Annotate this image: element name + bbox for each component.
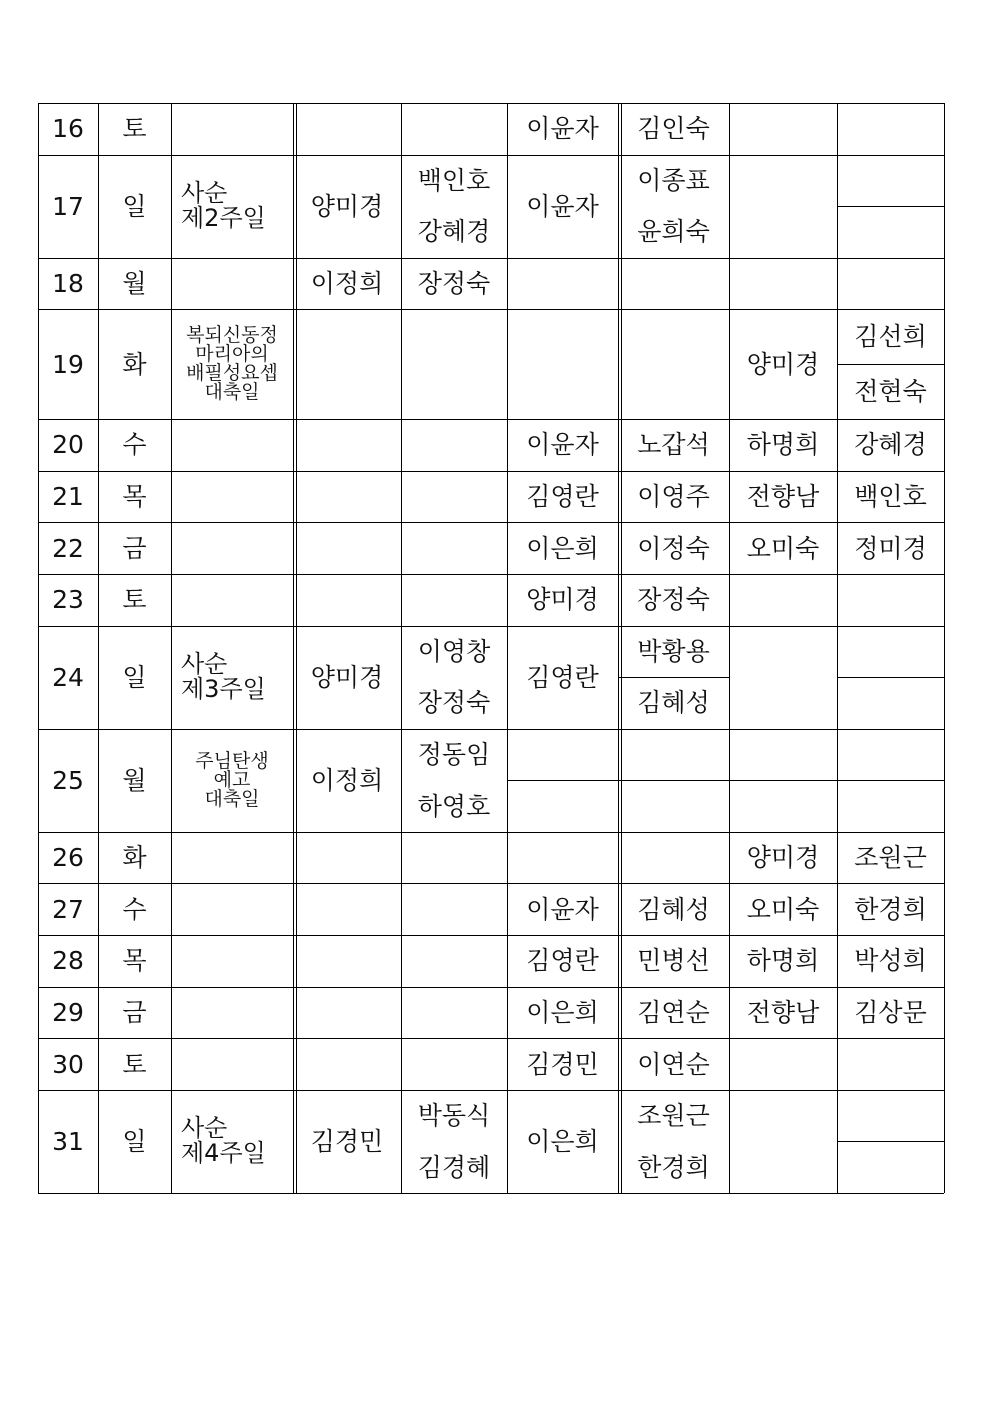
weekday: 목 <box>122 946 147 976</box>
weekday: 토 <box>122 585 147 615</box>
assignee-c: 이윤자 <box>526 191 599 221</box>
weekday: 월 <box>122 765 147 795</box>
assignee-e: 오미숙 <box>746 533 820 563</box>
assignee-f: 정미경 <box>854 533 927 563</box>
row-rule <box>837 364 944 365</box>
weekday: 일 <box>122 191 147 221</box>
assignee-f <box>837 103 944 155</box>
assignee-c: 이은희 <box>526 997 599 1027</box>
assignee-a <box>293 574 401 626</box>
column-rule <box>944 103 945 1193</box>
column-rule <box>171 103 172 1193</box>
event-name: 사순 제4주일 <box>181 1114 266 1168</box>
assignee-a: 양미경 <box>310 191 384 221</box>
assignee-e <box>729 780 837 832</box>
row-rule <box>38 1193 944 1194</box>
assignee-c: 양미경 <box>526 585 599 615</box>
assignee-f <box>837 155 944 207</box>
assignee-d: 김혜성 <box>637 894 710 924</box>
event-name <box>171 103 293 155</box>
assignee-b: 백인호 <box>417 165 491 195</box>
row-rule <box>837 206 944 207</box>
assignee-b: 장정숙 <box>417 269 491 299</box>
column-rule <box>729 103 730 1193</box>
weekday: 토 <box>122 114 147 144</box>
assignee-a: 이정희 <box>310 269 384 299</box>
assignee-f: 한경희 <box>854 894 927 924</box>
weekday: 월 <box>122 269 147 299</box>
event-name: 복되신동정 마리아의 배필성요셉 대축일 <box>186 324 278 404</box>
assignee-f <box>837 780 944 832</box>
row-rule <box>618 780 729 781</box>
assignee-c: 이윤자 <box>526 430 599 460</box>
event-name <box>171 883 293 935</box>
assignee-c: 김영란 <box>526 946 599 976</box>
weekday: 목 <box>122 482 147 512</box>
assignee-f: 김선희 <box>854 322 927 352</box>
event-name <box>171 258 293 310</box>
assignee-b <box>401 935 507 987</box>
weekday: 수 <box>122 894 147 924</box>
assignee-e <box>729 574 837 626</box>
event-name <box>171 471 293 523</box>
assignee-a <box>293 883 401 935</box>
assignee-a <box>293 309 401 419</box>
assignee-b: 정동임 <box>417 739 491 769</box>
assignee-c <box>507 309 618 419</box>
assignee-d: 김인숙 <box>637 114 710 144</box>
assignee-f: 박성희 <box>854 946 927 976</box>
weekday: 일 <box>122 662 147 692</box>
assignee-e: 양미경 <box>746 349 820 379</box>
day-number: 24 <box>52 662 84 692</box>
assignee-b: 장정숙 <box>417 688 491 718</box>
assignee-a <box>293 103 401 155</box>
row-rule <box>729 780 837 781</box>
assignee-e: 하명희 <box>746 430 820 460</box>
column-rule <box>401 103 402 1193</box>
assignee-c: 이윤자 <box>526 894 599 924</box>
assignee-e <box>729 1038 837 1090</box>
assignee-f <box>837 729 944 781</box>
assignee-f <box>837 677 944 729</box>
schedule-table <box>38 103 944 1193</box>
column-rule <box>507 103 508 1193</box>
assignee-b <box>401 832 507 884</box>
weekday: 토 <box>122 1049 147 1079</box>
day-number: 22 <box>52 533 84 563</box>
assignee-d: 한경희 <box>637 1152 710 1182</box>
assignee-b: 강혜경 <box>417 217 491 247</box>
assignee-c: 김영란 <box>526 662 599 692</box>
assignee-d: 김혜성 <box>637 688 710 718</box>
assignee-c: 김경민 <box>526 1049 599 1079</box>
assignee-b <box>401 883 507 935</box>
assignee-f <box>837 1141 944 1193</box>
assignee-d: 노갑석 <box>637 430 710 460</box>
assignee-b <box>401 103 507 155</box>
day-number: 25 <box>52 765 84 795</box>
assignee-b <box>401 419 507 471</box>
assignee-c <box>507 832 618 884</box>
assignee-e <box>729 626 837 729</box>
day-number: 30 <box>52 1049 84 1079</box>
assignee-d: 윤희숙 <box>637 217 710 247</box>
assignee-d: 이정숙 <box>637 533 710 563</box>
assignee-b <box>401 522 507 574</box>
day-number: 17 <box>52 191 84 221</box>
assignee-f <box>837 1090 944 1142</box>
row-rule <box>837 1141 944 1142</box>
assignee-b: 하영호 <box>417 791 491 821</box>
assignee-d: 이영주 <box>637 482 710 512</box>
assignee-a <box>293 832 401 884</box>
day-number: 21 <box>52 482 84 512</box>
assignee-d <box>618 729 729 781</box>
day-number: 18 <box>52 269 84 299</box>
assignee-c: 이은희 <box>526 533 599 563</box>
assignee-e <box>729 258 837 310</box>
assignee-e: 오미숙 <box>746 894 820 924</box>
day-number: 26 <box>52 843 84 873</box>
event-name <box>171 419 293 471</box>
weekday: 수 <box>122 430 147 460</box>
day-number: 31 <box>52 1126 84 1156</box>
assignee-b <box>401 987 507 1039</box>
day-number: 27 <box>52 894 84 924</box>
assignee-d <box>618 780 729 832</box>
assignee-f <box>837 626 944 678</box>
assignee-f <box>837 574 944 626</box>
assignee-e <box>729 103 837 155</box>
assignee-f: 백인호 <box>854 482 927 512</box>
row-rule <box>618 677 729 678</box>
assignee-e: 양미경 <box>746 843 820 873</box>
day-number: 19 <box>52 349 84 379</box>
assignee-a <box>293 419 401 471</box>
weekday: 일 <box>122 1126 147 1156</box>
assignee-e: 하명희 <box>746 946 820 976</box>
row-rule <box>837 677 944 678</box>
assignee-e <box>729 155 837 258</box>
column-rule <box>293 103 294 1193</box>
assignee-f <box>837 1038 944 1090</box>
assignee-f: 강혜경 <box>854 430 927 460</box>
weekday: 금 <box>122 997 147 1027</box>
column-rule <box>296 103 297 1193</box>
column-rule <box>837 103 838 1193</box>
assignee-b <box>401 574 507 626</box>
day-number: 29 <box>52 997 84 1027</box>
column-rule <box>98 103 99 1193</box>
assignee-f <box>837 258 944 310</box>
column-rule <box>618 103 619 1193</box>
assignee-f: 전현숙 <box>854 377 927 407</box>
assignee-a <box>293 987 401 1039</box>
row-rule <box>507 780 618 781</box>
assignee-d <box>618 309 729 419</box>
assignee-a <box>293 1038 401 1090</box>
assignee-a <box>293 471 401 523</box>
assignee-d: 박황용 <box>637 636 710 666</box>
event-name <box>171 574 293 626</box>
assignee-c <box>507 729 618 781</box>
assignee-b <box>401 309 507 419</box>
assignee-e <box>729 729 837 781</box>
assignee-d: 민병선 <box>637 946 710 976</box>
column-rule <box>621 103 622 1193</box>
assignee-b: 김경혜 <box>417 1152 491 1182</box>
assignee-d: 장정숙 <box>637 585 710 615</box>
day-number: 28 <box>52 946 84 976</box>
assignee-d: 이연순 <box>637 1049 710 1079</box>
assignee-a <box>293 935 401 987</box>
weekday: 화 <box>122 349 147 379</box>
assignee-c: 이은희 <box>526 1126 599 1156</box>
assignee-a: 이정희 <box>310 765 384 795</box>
assignee-e: 전향남 <box>746 997 820 1027</box>
assignee-a: 양미경 <box>310 662 384 692</box>
assignee-c <box>507 258 618 310</box>
assignee-c: 이윤자 <box>526 114 599 144</box>
event-name <box>171 1038 293 1090</box>
row-rule <box>837 780 944 781</box>
day-number: 16 <box>52 114 84 144</box>
assignee-b <box>401 1038 507 1090</box>
assignee-c <box>507 780 618 832</box>
column-rule <box>38 103 39 1193</box>
event-name <box>171 832 293 884</box>
assignee-e: 전향남 <box>746 482 820 512</box>
event-name <box>171 987 293 1039</box>
assignee-f: 조원근 <box>854 843 927 873</box>
event-name <box>171 935 293 987</box>
weekday: 화 <box>122 843 147 873</box>
weekday: 금 <box>122 533 147 563</box>
assignee-e <box>729 1090 837 1193</box>
assignee-b: 이영창 <box>417 636 491 666</box>
assignee-d <box>618 258 729 310</box>
assignee-b: 박동식 <box>417 1101 491 1131</box>
assignee-f <box>837 206 944 258</box>
assignee-c: 김영란 <box>526 482 599 512</box>
day-number: 23 <box>52 585 84 615</box>
event-name: 사순 제2주일 <box>181 178 266 233</box>
assignee-d: 김연순 <box>637 997 710 1027</box>
day-number: 20 <box>52 430 84 460</box>
assignee-a <box>293 522 401 574</box>
assignee-d: 이종표 <box>637 165 710 195</box>
assignee-b <box>401 471 507 523</box>
event-name: 사순 제3주일 <box>181 649 266 704</box>
assignee-a: 김경민 <box>310 1126 384 1156</box>
assignee-d: 조원근 <box>637 1101 710 1131</box>
assignee-f: 김상문 <box>854 997 927 1027</box>
assignee-d <box>618 832 729 884</box>
event-name <box>171 522 293 574</box>
event-name: 주님탄생 예고 대축일 <box>195 749 269 810</box>
